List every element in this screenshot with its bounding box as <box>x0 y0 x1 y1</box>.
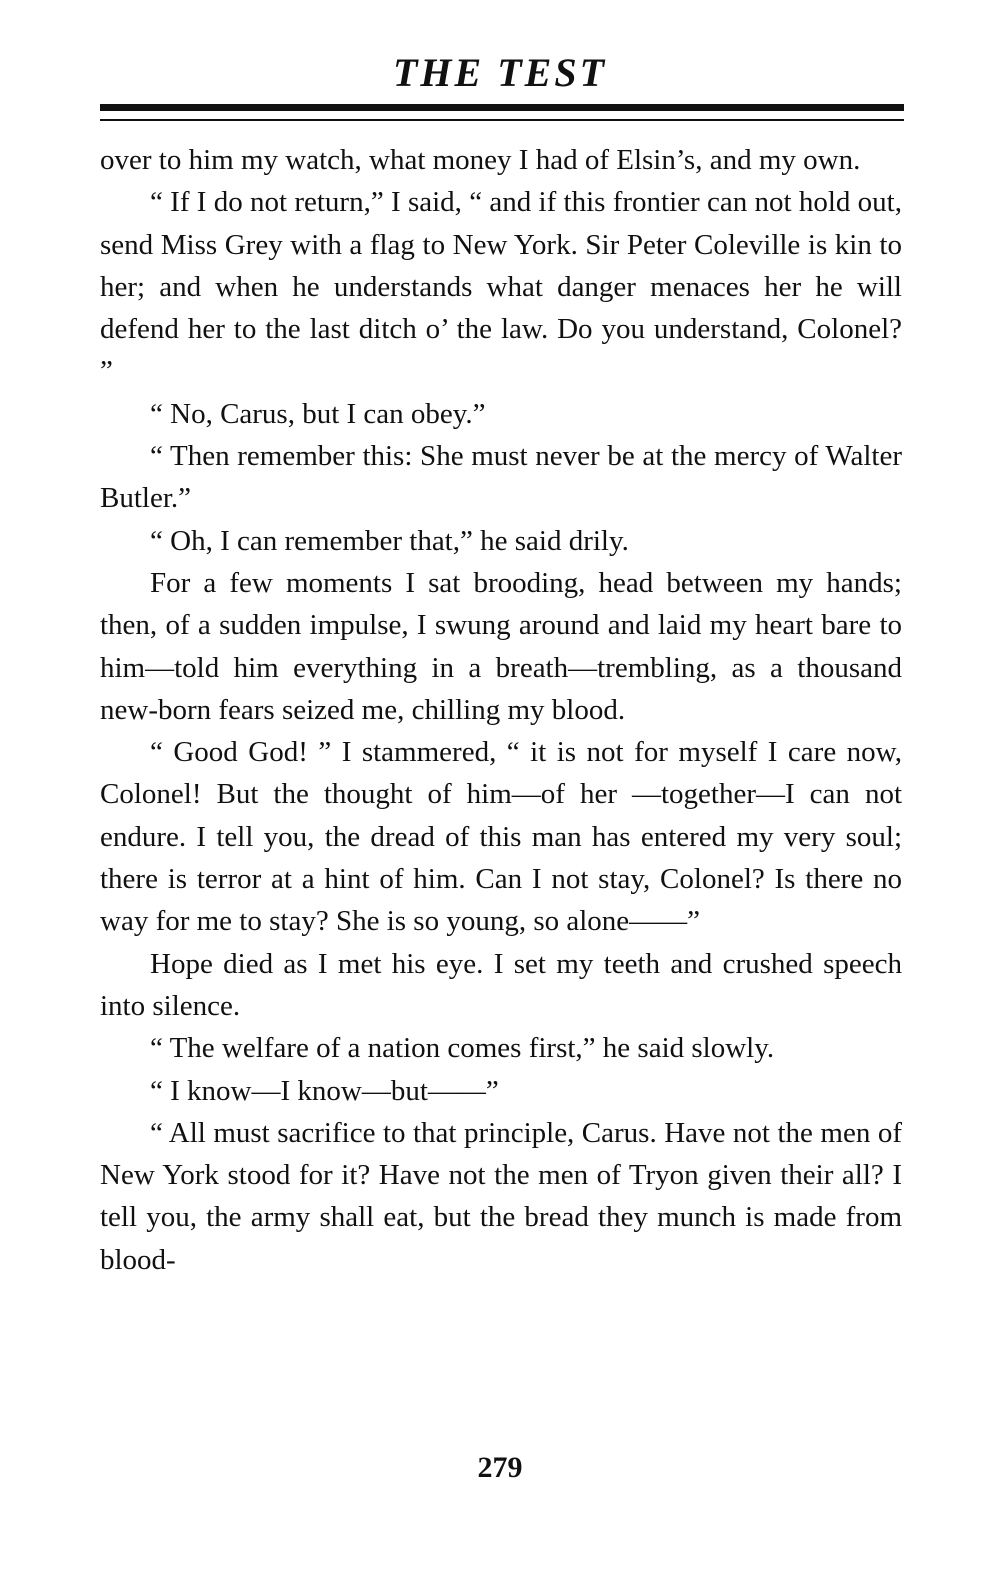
running-title: THE TEST <box>392 50 608 95</box>
paragraph: “ If I do not return,” I said, “ and if this frontier can not hold out, send Miss Grey with a flag to New York. Sir Peter Coleville is kin to her; and when he understands what danger menaces her he will defend her to the last ditch o’ the law. Do you understand, Colonel? ” <box>100 186 902 388</box>
paragraph: For a few moments I sat brooding, head between my hands; then, of a sudden impulse, I swung around and laid my heart bare to him—told him everything in a breath—trembling, as a thousand new-born fears seized me, chilling my blood. <box>100 566 902 726</box>
paragraph: “ Oh, I can remember that,” he said drily. <box>150 524 629 557</box>
header-rule-thin <box>100 119 904 121</box>
body-text <box>100 139 902 1281</box>
paragraph: “ No, Carus, but I can obey.” <box>150 397 486 430</box>
paragraph: “ I know—I know—but——” <box>150 1074 499 1107</box>
paragraph: over to him my watch, what money I had of Elsin’s, and my own. <box>100 144 861 176</box>
paragraph: Hope died as I met his eye. I set my teeth and crushed speech into silence. <box>100 947 902 1022</box>
paragraph: “ The welfare of a nation comes first,” he said slowly. <box>150 1032 775 1065</box>
header-rule-thick <box>100 104 904 111</box>
page-number: 279 <box>477 1451 523 1484</box>
paragraph: “ Then remember this: She must never be at the mercy of Walter Butler.” <box>100 440 902 515</box>
paragraph: “ All must sacrifice to that principle, Carus. Have not the men of New York stood for it? Have not the men of Tryon given their all? I tell you, the army shall eat, but the bread they munch is made from blood- <box>100 1116 902 1276</box>
paragraph: “ Good God! ” I stammered, “ it is not for myself I care now, Colonel! But the thought of him—of her —together—I can not endure. I tell you, the dread of this man has entered my very soul; there is terror at a hint of him. Can I not stay, Colonel? Is there no way for me to stay? She is so young, so alone——” <box>100 736 902 938</box>
